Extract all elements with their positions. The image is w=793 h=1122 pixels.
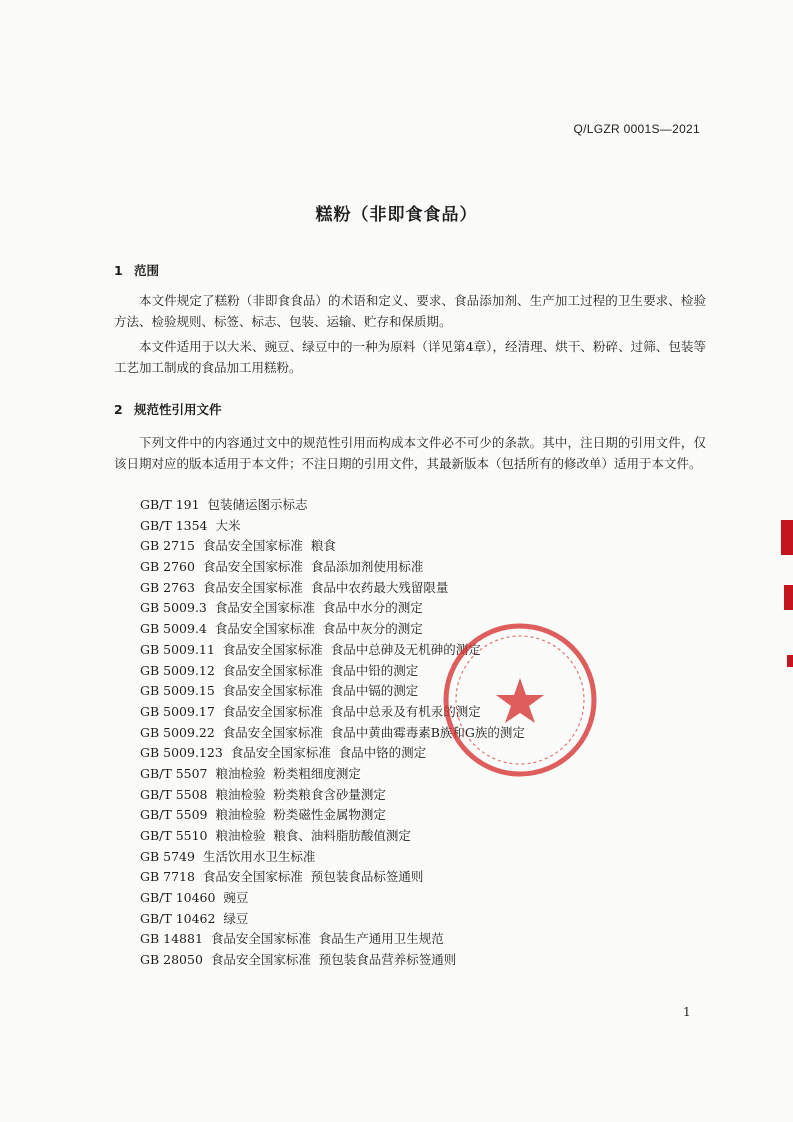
doc-title: 糕粉（非即食食品）: [315, 205, 478, 225]
edge-mark: [784, 585, 793, 610]
reference-item: GB/T 1354 大米: [140, 517, 241, 533]
scope-paragraph-2: 本文件适用于以大米、豌豆、绿豆中的一种为原料（详见第4章），经清理、烘干、粉碎、过筛、包装等工艺加工制成的食品加工用糕粉。: [114, 339, 706, 375]
reference-item: GB/T 5507 粮油检验 粉类粗细度测定: [140, 765, 361, 781]
reference-item: GB 14881 食品安全国家标准 食品生产通用卫生规范: [140, 931, 444, 947]
reference-item: GB 7718 食品安全国家标准 预包装食品标签通则: [140, 869, 424, 885]
reference-item: GB 28050 食品安全国家标准 预包装食品营养标签通则: [140, 952, 457, 968]
page-number: 1: [683, 1005, 691, 1019]
doc-code: Q/LGZR 0001S—2021: [573, 122, 700, 136]
company-seal-stamp: [440, 620, 600, 780]
reference-item: GB/T 5510 粮油检验 粮食、油料脂肪酸值测定: [140, 828, 411, 843]
reference-item: GB 5009.3 食品安全国家标准 食品中水分的测定: [140, 600, 423, 616]
section-number: 1: [114, 263, 123, 278]
reference-item: GB/T 10460 豌豆: [140, 890, 249, 906]
seal-star-icon: [496, 678, 544, 723]
scope-paragraph-1: 本文件规定了糕粉（非即食食品）的术语和定义、要求、食品添加剂、生产加工过程的卫生要求、检验方法、检验规则、标签、标志、包装、运输、贮存和保质期。: [114, 293, 706, 329]
normative-intro: 下列文件中的内容通过文中的规范性引用而构成本文件必不可少的条款。其中，注日期的引用文件，仅该日期对应的版本适用于本文件；不注日期的引用文件，其最新版本（包括所有的修改单）适用于本文件。: [114, 435, 706, 471]
section-heading-scope: [114, 261, 159, 279]
reference-item: GB 5009.4 食品安全国家标准 食品中灰分的测定: [140, 621, 423, 637]
reference-item: GB 2760 食品安全国家标准 食品添加剂使用标准: [140, 559, 424, 575]
reference-item: GB/T 5509 粮油检验 粉类磁性金属物测定: [140, 807, 386, 823]
reference-item: GB 2715 食品安全国家标准 粮食: [140, 538, 336, 554]
edge-mark: [787, 655, 793, 667]
section-heading-normative: [114, 400, 222, 418]
reference-item: GB/T 5508 粮油检验 粉类粮食含砂量测定: [140, 786, 386, 802]
reference-item: GB 5749 生活饮用水卫生标准: [140, 848, 316, 864]
reference-item: GB 5009.11 食品安全国家标准 食品中总砷及无机砷的测定: [140, 641, 481, 657]
reference-item: GB 5009.22 食品安全国家标准 食品中黄曲霉毒素B族和G族的测定: [140, 724, 525, 740]
section-title: 范围: [134, 263, 160, 278]
edge-mark: [781, 520, 793, 555]
section-title: 规范性引用文件: [134, 402, 222, 417]
section-number: 2: [114, 402, 123, 417]
reference-item: GB 5009.123 食品安全国家标准 食品中铬的测定: [140, 745, 427, 761]
reference-item: GB 5009.17 食品安全国家标准 食品中总汞及有机汞的测定: [140, 703, 481, 719]
reference-item: GB/T 191 包装储运图示标志: [140, 497, 308, 512]
reference-item: GB 2763 食品安全国家标准 食品中农药最大残留限量: [140, 579, 449, 595]
reference-item: GB/T 10462 绿豆: [140, 910, 249, 926]
reference-item: GB 5009.15 食品安全国家标准 食品中镉的测定: [140, 683, 419, 699]
reference-item: GB 5009.12 食品安全国家标准 食品中铅的测定: [140, 662, 419, 678]
